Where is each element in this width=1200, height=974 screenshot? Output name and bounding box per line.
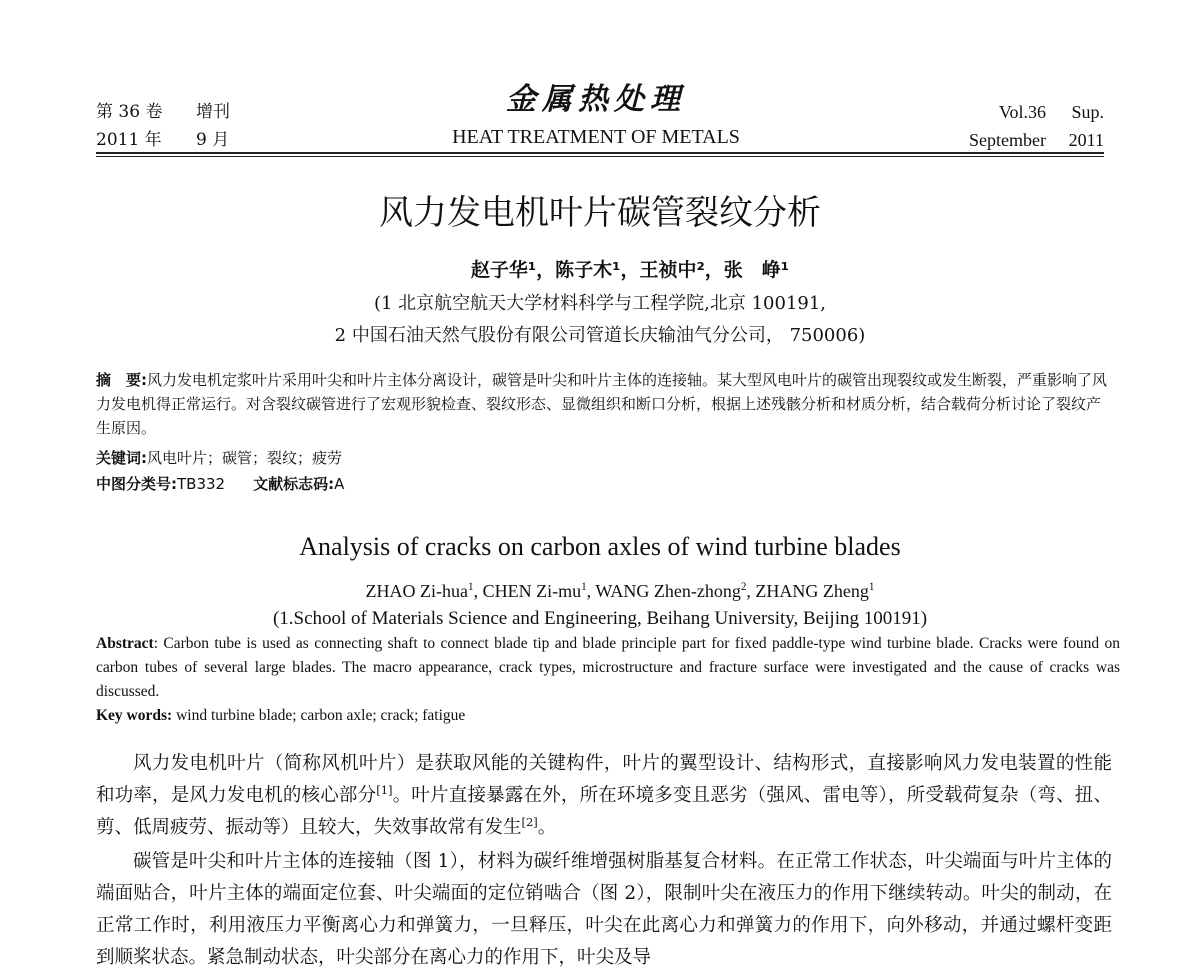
author-en-2: CHEN Zi-mu [482,581,582,601]
classification-cn [96,472,344,496]
class-value: TB332 [177,475,226,493]
abstract-cn [96,368,1112,440]
supplement-cn: 增刊 [196,102,230,122]
body-p1-part-a: 风力发电机叶片（简称风机叶片）是获取风能的关键构件，叶片的翼型设计、结构形式，直接影响风力发电装置的性能和功率，是风力发电机的核心部分 [96,753,1112,806]
affiliations-cn [0,288,1200,352]
abstract-text-en: : Carbon tube is used as connecting shaft to connect blade tip and blade principle part for fixed paddle-type wind turbine blade. Cracks were found on carbon tubes of several large blades. The macro appearance, crack types, microstructure and fracture surface were investigated and the cause of cracks was discussed. [96,635,1120,700]
body-text [96,748,1112,974]
author-en-1-sup: 1 [468,581,474,593]
doc-code-label: 文献标志码: [253,475,335,493]
year-cn: 2011 年 [96,130,162,150]
body-paragraph-2: 碳管是叶尖和叶片主体的连接轴（图 1），材料为碳纤维增强树脂基复合材料。在正常工作状态，叶尖端面与叶片主体的端面贴合，叶片主体的端面定位套、叶尖端面的定位销啮合（图 2），限制叶尖在液压力的作用下继续转动。叶尖的制动，在正常工作时，利用液压力平衡离心力和弹簧力，一旦释压，叶尖在此离心力和弹簧力的作用下，向外移动，并通过螺杆变距到顺桨状态。紧急制动状态，叶尖部分在离心力的作用下，叶尖及导 [96,851,1112,968]
author-en-3-sup: 2 [740,581,747,593]
keywords-label-cn: 关键词: [96,449,147,467]
volume-cn: 第 36 卷 [96,102,163,122]
body-paragraph-1 [96,748,1112,844]
author-en-3: WANG Zhen-zhong [595,581,741,601]
abstract-text-cn: 风力发电机定浆叶片采用叶尖和叶片主体分离设计，碳管是叶尖和叶片主体的连接轴。某大型风电叶片的碳管出现裂纹或发生断裂，严重影响了风力发电机得正常运行。对含裂纹碳管进行了宏观形貌检查、裂纹形态、显微组织和断口分析，根据上述残骸分析和材质分析，结合载荷分析讨论了裂纹产生原因。 [96,371,1108,437]
abstract-label-en: Abstract [96,635,154,652]
journal-logo-cn: 金属热处理 [506,82,686,117]
citation-1: [1] [376,782,393,797]
paper-title-en: Analysis of cracks on carbon axles of wind turbine blades [299,532,901,561]
journal-issue-en [969,98,1104,154]
keywords-text-cn: 风电叶片；碳管；裂纹；疲劳 [147,449,343,467]
header-divider [96,152,1104,157]
authors-cn: 赵子华¹，陈子木¹，王祯中²，张 峥¹ [470,259,790,281]
keywords-text-en: wind turbine blade; carbon axle; crack; fatigue [172,707,466,724]
affiliation-en: (1.School of Materials Science and Engineering, Beihang University, Beijing 100191) [272,608,928,629]
author-en-4-sup: 1 [868,581,875,593]
keywords-en [96,704,465,728]
affiliation-cn-1: (1 北京航空航天大学材料科学与工程学院,北京 100191, [373,293,827,314]
body-p1-part-b: 。叶片直接暴露在外，所在环境多变且恶劣（强风、雷电等），所受载荷复杂（弯、扭、剪、低周疲劳、振动等）且较大，失效事故常有发生 [96,785,1112,838]
author-en-2-sup: 1 [581,581,587,593]
abstract-en [96,632,1120,704]
journal-masthead [396,82,796,150]
journal-issue-cn [96,98,230,154]
keywords-label-en: Key words: [96,707,173,724]
authors-en: ZHAO Zi-hua$^1$, CHEN $Zi-mu^1$, WANG Zhen-zhong$^2$, ZHANG Zheng$^1$ [365,581,875,601]
body-p1-part-c: 。 [537,817,557,838]
month-en: September [969,130,1046,150]
author-en-1: ZHAO Zi-hua [365,581,469,601]
month-cn: 9 月 [196,130,230,150]
affiliation-cn-2: 2 中国石油天然气股份有限公司管道长庆输油气分公司， 750006) [334,325,866,346]
supplement-en: Sup. [1071,102,1104,122]
author-en-4: ZHANG Zheng [755,581,869,601]
paper-title-cn: 风力发电机叶片碳管裂纹分析 [379,193,821,233]
journal-name-en: HEAT TREATMENT OF METALS [452,126,740,148]
volume-en: Vol.36 [998,102,1046,122]
doc-code-value: A [334,475,345,493]
class-label: 中图分类号: [96,475,177,493]
keywords-cn [96,446,342,470]
abstract-label-cn: 摘 要: [96,371,147,389]
citation-2: [2] [521,814,538,829]
year-en: 2011 [1068,130,1104,150]
